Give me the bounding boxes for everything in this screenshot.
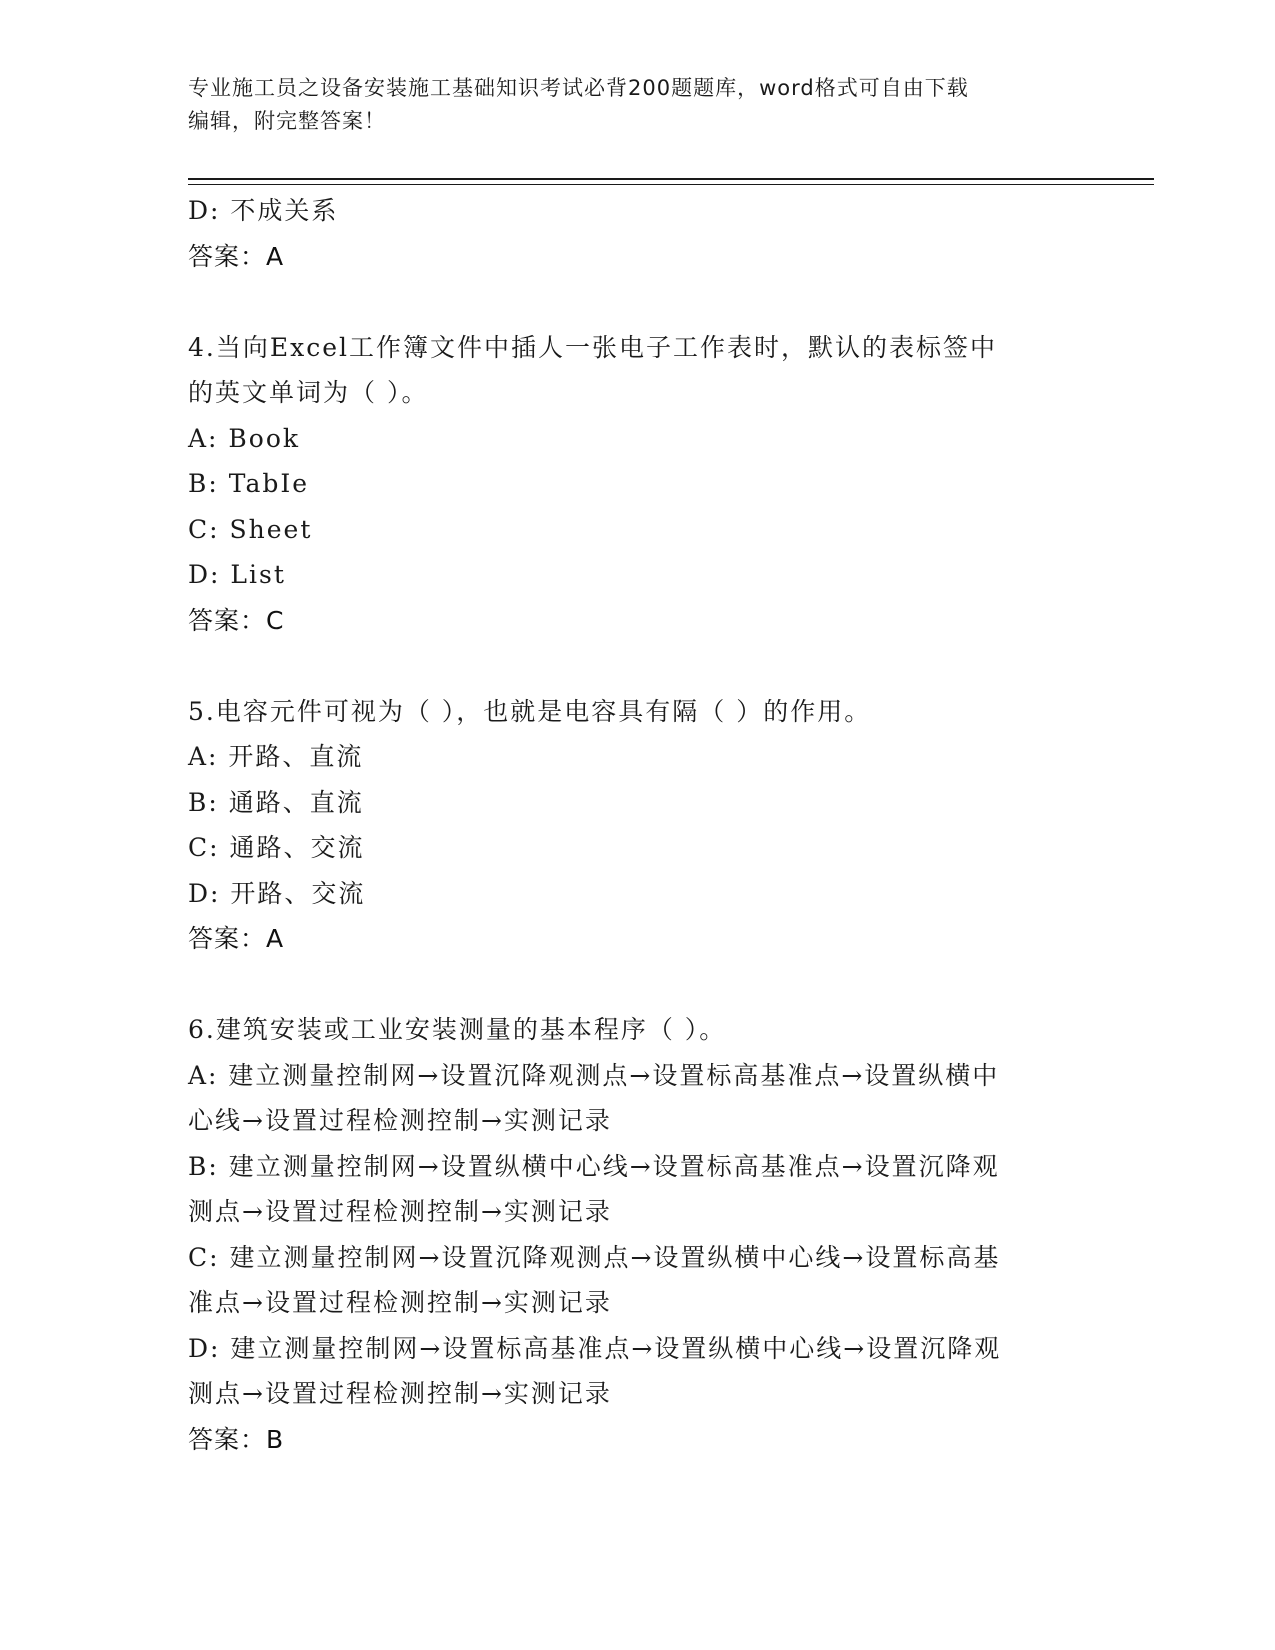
header-divider-thin bbox=[188, 184, 1154, 185]
question-6-option-d-line-2: 测点→设置过程检测控制→实测记录 bbox=[188, 1379, 612, 1408]
question-5-option-c: C: 通路、交流 bbox=[188, 833, 365, 862]
document-header bbox=[188, 72, 1088, 138]
question-5-option-d: D: 开路、交流 bbox=[188, 878, 366, 908]
question-5-option-a: A: 开路、直流 bbox=[188, 742, 364, 771]
question-6-stem: 6.建筑安装或工业安装测量的基本程序（ ）。 bbox=[188, 1015, 727, 1044]
document-body bbox=[188, 188, 1088, 1462]
question-4-stem-line-1: 4.当向Excel工作簿文件中插人一张电子工作表时，默认的表标签中 bbox=[188, 332, 997, 362]
question-6 bbox=[188, 1007, 1088, 1462]
question-6-answer: 答案：B bbox=[188, 1424, 285, 1454]
question-5-stem: 5.电容元件可视为（ ），也就是电容具有隔（ ）的作用。 bbox=[188, 696, 872, 726]
question-3-option-d: D: 不成关系 bbox=[188, 196, 339, 225]
spacer bbox=[188, 962, 1088, 1008]
header-title-line-1: 专业施工员之设备安装施工基础知识考试必背200题题库，word格式可自由下载 bbox=[188, 76, 969, 100]
question-4-option-c: C: Sheet bbox=[188, 514, 313, 544]
question-4 bbox=[188, 325, 1088, 644]
question-3-answer: 答案：A bbox=[188, 241, 285, 271]
header-title-line-2: 编辑，附完整答案！ bbox=[188, 109, 386, 133]
question-6-option-c-line-1: C: 建立测量控制网→设置沉降观测点→设置纵横中心线→设置标高基 bbox=[188, 1242, 1001, 1272]
question-6-option-b-line-1: B: 建立测量控制网→设置纵横中心线→设置标高基准点→设置沉降观 bbox=[188, 1151, 1000, 1181]
question-5-answer: 答案：A bbox=[188, 924, 285, 953]
spacer bbox=[188, 279, 1088, 325]
header-divider-thick bbox=[188, 178, 1154, 180]
question-6-option-b-line-2: 测点→设置过程检测控制→实测记录 bbox=[188, 1197, 612, 1226]
question-3 bbox=[188, 188, 1088, 279]
question-4-option-b: B: TabIe bbox=[188, 469, 310, 498]
question-6-option-c-line-2: 准点→设置过程检测控制→实测记录 bbox=[188, 1288, 612, 1317]
question-4-stem-line-2: 的英文单词为（ ）。 bbox=[188, 378, 429, 407]
question-5 bbox=[188, 689, 1088, 962]
question-4-option-d: D: List bbox=[188, 560, 286, 589]
question-4-answer: 答案：C bbox=[188, 605, 285, 635]
question-6-option-d-line-1: D: 建立测量控制网→设置标高基准点→设置纵横中心线→设置沉降观 bbox=[188, 1333, 1002, 1363]
question-4-option-a: A: Book bbox=[188, 423, 301, 453]
question-5-option-b: B: 通路、直流 bbox=[188, 787, 364, 817]
question-6-option-a-line-1: A: 建立测量控制网→设置沉降观测点→设置标高基准点→设置纵横中 bbox=[188, 1060, 1000, 1090]
question-6-option-a-line-2: 心线→设置过程检测控制→实测记录 bbox=[188, 1106, 612, 1135]
spacer bbox=[188, 643, 1088, 689]
